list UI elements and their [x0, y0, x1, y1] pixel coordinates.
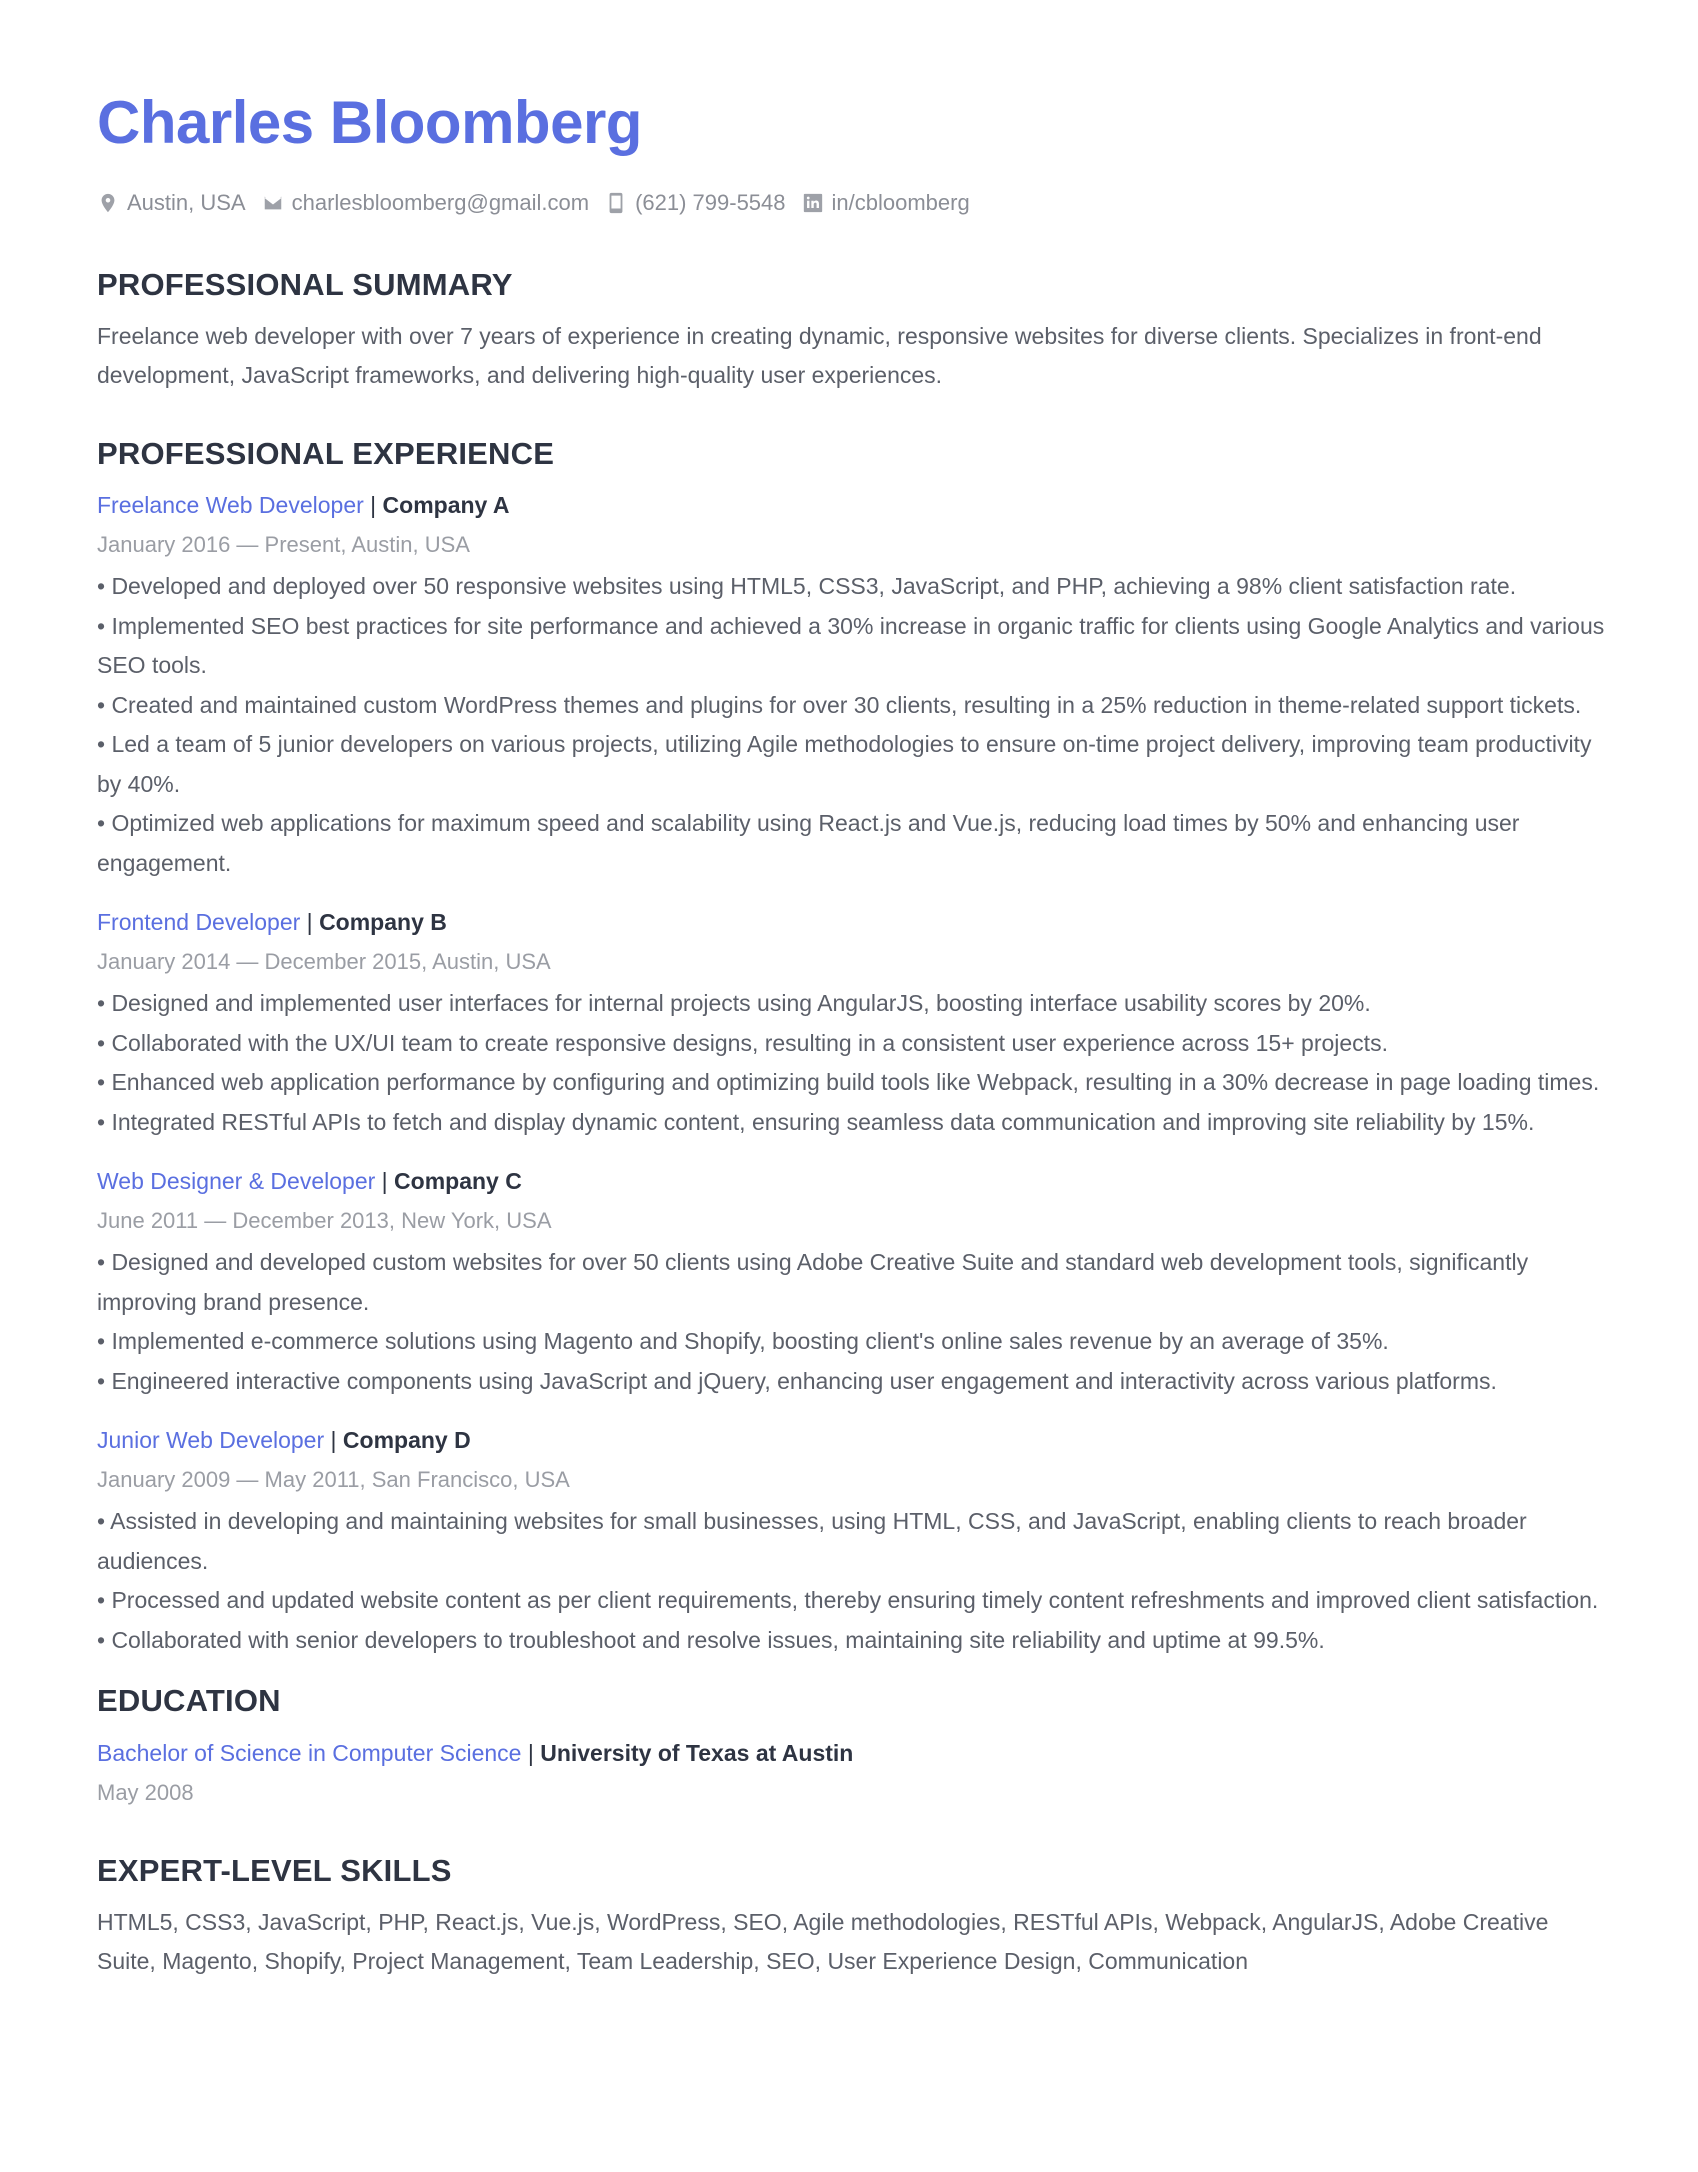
experience-heading: PROFESSIONAL EXPERIENCE	[97, 436, 555, 472]
skills-text: HTML5, CSS3, JavaScript, PHP, React.js, Vue.js, WordPress, SEO, Agile methodologies, RESTful APIs, Webpack, AngularJS, Adobe Creative Suite, Magento, Shopify, Project Management, Team Leadership, SEO, User Experience Design, Communication	[97, 1908, 1549, 1974]
summary-text: Freelance web developer with over 7 years of experience in creating dynamic, responsive websites for diverse clients. Specializes in front-end development, JavaScript frameworks, and delivering high-quality user experiences.	[97, 323, 1542, 389]
job-dates: January 2014 — December 2015, Austin, USA	[97, 949, 551, 975]
job-entry	[97, 903, 1608, 1142]
job-dates: January 2016 — Present, Austin, USA	[97, 532, 470, 558]
job-bullet: • Collaborated with senior developers to troubleshoot and resolve issues, maintaining site reliability and uptime at 99.5%.	[97, 1626, 1325, 1653]
job-company: Company B	[319, 909, 447, 936]
contact-info	[97, 190, 1608, 216]
job-bullet: • Assisted in developing and maintaining websites for small businesses, using HTML, CSS, and JavaScript, enabling clients to reach broader audiences.	[97, 1508, 1527, 1574]
job-header	[97, 486, 1608, 525]
job-bullets	[97, 1243, 1608, 1401]
phone-icon	[605, 192, 627, 214]
job-title: Junior Web Developer	[97, 1427, 325, 1454]
job-bullet: • Implemented e-commerce solutions using Magento and Shopify, boosting client's online sales revenue by an average of 35%.	[97, 1328, 1389, 1355]
candidate-name: Charles Bloomberg	[97, 89, 642, 156]
linkedin-text[interactable]: in/cbloomberg	[831, 190, 970, 215]
job-bullets	[97, 567, 1608, 883]
job-header	[97, 1421, 1608, 1460]
job-bullet: • Designed and implemented user interfaces for internal projects using AngularJS, boosting interface usability scores by 20%.	[97, 990, 1371, 1017]
job-title: Freelance Web Developer	[97, 492, 364, 519]
job-bullet: • Designed and developed custom websites for over 50 clients using Adobe Creative Suite and standard web development tools, significantly improving brand presence.	[97, 1249, 1529, 1315]
summary-heading: PROFESSIONAL SUMMARY	[97, 267, 513, 302]
envelope-icon	[262, 192, 284, 214]
job-separator: |	[363, 492, 383, 519]
job-separator: |	[324, 1427, 343, 1454]
education-heading: EDUCATION	[97, 1683, 281, 1719]
job-bullet: • Engineered interactive components using JavaScript and jQuery, enhancing user engagement and interactivity across various platforms.	[97, 1367, 1497, 1394]
job-bullets	[97, 1502, 1608, 1660]
job-title: Frontend Developer	[97, 909, 301, 936]
education-header	[97, 1734, 1608, 1773]
job-entry	[97, 1162, 1608, 1401]
job-header	[97, 903, 1608, 942]
education-section	[97, 1682, 1608, 1811]
phone-text[interactable]: (621) 799-5548	[635, 190, 786, 215]
job-entry	[97, 486, 1608, 883]
job-header	[97, 1162, 1608, 1201]
linkedin-icon	[802, 192, 824, 214]
job-bullet: • Created and maintained custom WordPress themes and plugins for over 30 clients, resulting in a 25% reduction in theme-related support tickets.	[97, 691, 1582, 718]
job-bullets	[97, 984, 1608, 1142]
job-bullet: • Enhanced web application performance by configuring and optimizing build tools like Webpack, resulting in a 30% decrease in page loading times.	[97, 1069, 1600, 1096]
job-entry	[97, 1421, 1608, 1660]
job-bullet: • Collaborated with the UX/UI team to create responsive designs, resulting in a consistent user experience across 15+ projects.	[97, 1029, 1388, 1056]
job-company: Company C	[394, 1168, 522, 1195]
job-company: Company A	[382, 492, 510, 519]
skills-section	[97, 1852, 1608, 1981]
job-dates: June 2011 — December 2013, New York, USA	[97, 1208, 552, 1234]
job-bullet: • Integrated RESTful APIs to fetch and display dynamic content, ensuring seamless data communication and improving site reliability by 15%.	[97, 1108, 1535, 1135]
graduation-date: May 2008	[97, 1779, 194, 1805]
job-bullet: • Developed and deployed over 50 responsive websites using HTML5, CSS3, JavaScript, and PHP, achieving a 98% client satisfaction rate.	[97, 573, 1517, 600]
job-separator: |	[300, 909, 320, 936]
email-text[interactable]: charlesbloomberg@gmail.com	[291, 190, 590, 215]
job-dates: January 2009 — May 2011, San Francisco, USA	[97, 1467, 570, 1493]
summary-section	[97, 266, 1608, 395]
job-bullet: • Optimized web applications for maximum speed and scalability using React.js and Vue.js, reducing load times by 50% and enhancing user engagement.	[97, 810, 1520, 876]
experience-section	[97, 435, 1608, 1660]
contact-location	[97, 190, 246, 216]
job-bullet: • Implemented SEO best practices for site performance and achieved a 30% increase in organic traffic for clients using Google Analytics and various SEO tools.	[97, 612, 1605, 679]
job-bullet: • Led a team of 5 junior developers on various projects, utilizing Agile methodologies to ensure on-time project delivery, improving team productivity by 40%.	[97, 731, 1592, 797]
school-name: University of Texas at Austin	[540, 1739, 854, 1766]
contact-phone[interactable]	[605, 190, 785, 216]
education-separator: |	[521, 1739, 541, 1766]
job-separator: |	[375, 1168, 395, 1195]
job-bullet: • Processed and updated website content as per client requirements, thereby ensuring timely content refreshments and improved client satisfaction.	[97, 1587, 1599, 1614]
location-pin-icon	[97, 192, 119, 214]
contact-linkedin[interactable]	[802, 190, 970, 216]
location-text: Austin, USA	[127, 190, 246, 215]
job-company: Company D	[342, 1427, 471, 1454]
degree-title: Bachelor of Science in Computer Science	[97, 1739, 522, 1766]
skills-heading: EXPERT-LEVEL SKILLS	[97, 1852, 452, 1888]
job-title: Web Designer & Developer	[97, 1168, 376, 1195]
contact-email[interactable]	[262, 190, 589, 216]
